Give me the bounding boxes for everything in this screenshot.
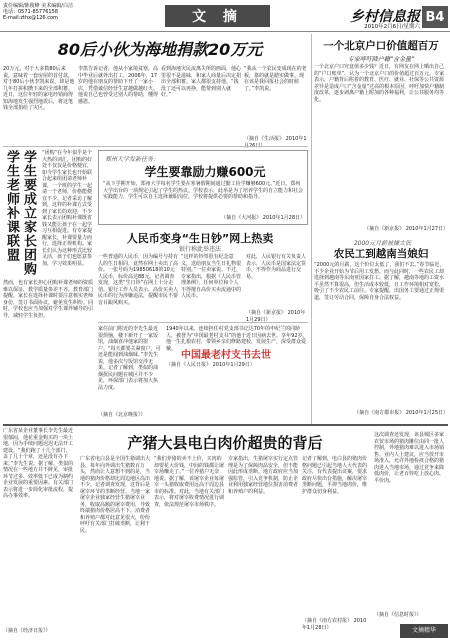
main-story-col2: 李凯告诉记者，他从小家境贫寒，高中毕业后就外出打工，2006年，17岁的他在朋友的帮助下开了一家小店，凭借诚信经营生意越做越红火。他说自己也曾受过别人的帮助，懂得感恩。 — [78, 66, 159, 105]
column-divider — [311, 34, 312, 424]
editor-info — [3, 3, 113, 21]
oldest-secretary-text: 1940年以来，连续担任村党支部书记达70年的申纪兰的同龄人，被誉为“中国最老村支书”的他于近日因病去世，享年92岁。他一生扎根农村，带领乡亲们修路建校，发展生产，深受群众爱戴。 — [166, 326, 308, 352]
left-column-text: “团购”在今年似乎是个大热的词汇，团购的好处不仅仅是价格便宜，如今学生家长也开始联合起来组团请老师补课，一个班的学生一起请一个老师，价格能便宜不少。记者采访了解到，这样的补课方式受到了家长的欢迎，不少家长表示团购补课既省钱又能让孩子在一起学习互相促进。有专家提醒家长，补课要量力而行，选择正规机构。家长们认为这种形式比较灵活，孩子们也愿意参加，学习效果明显。 — [42, 150, 93, 267]
bottom-right-source: （摘自《信息时报》） — [374, 612, 422, 618]
hukou-text: 一个北京户口究竟值多少钱？近日，有网友在网上晒出自己的“户口账单”，认为一个北京户口的价值超过百万元。专家表示，户籍背后附着的教育、医疗、就业、社保等公共资源差异是造成户口“含金量”过高的根本原因，呼吁加快户籍制度改革，逐步剥离户籍上附加的各种福利，让公共服务均等化。 — [314, 64, 445, 103]
bottom-left-source: （摘自《经济日报》） — [3, 628, 51, 634]
birthday-note-col2: “这样的钞票很有纪念意义，送给朋友当生日礼物很特别。”一位卖家说。不过，专家指出，根据《人民币管理条例》，任何单位和个人不得擅自高价买卖流通中的人民币。 — [181, 254, 242, 299]
zhengzhou-source: （摘自《大河报》 2010年1月28日） — [221, 215, 305, 221]
main-story-col3: 看到海地灾民流离失所的画面，他心里很不是滋味，和家人商量后决定捐出全部积蓄。家人都很支持他。“钱没了还可以再挣，能帮到别人就好。” — [161, 66, 242, 98]
main-story-col4: “我从一个农民变成现在的老板，靠的就是踏实做事。现在该是我回报社会的时候了。”李凯说。 — [244, 66, 307, 92]
vertical-headline-1: 学生要成立家长团购 — [21, 150, 36, 276]
phone-line: 电话：0571-85776158 — [3, 9, 58, 15]
page-number: B4 — [422, 6, 448, 28]
hukou-title: 一个北京户口价值超百万 — [323, 40, 439, 52]
pork-price-col1: 广东省电白县是全国生猪调出大县，每年向外调出生猪数百万头，然而让人意想不到的是，当地的猪肉价格却比周边地区高出不少。记者调查发现，这背后是屠宰环节的垄断经营。当地一家屠宰企业独家经营生猪屠宰业务，收取高额的屠宰费用，导致终端猪肉价格居高不下。消费者和养殖户都对此意见很大，纷纷呼吁有关部门打破垄断，让利于民。 — [80, 456, 151, 534]
section-category: 文 摘 — [165, 5, 270, 27]
zhengzhou-box — [98, 150, 308, 225]
migrant-kicker: 2000元月薪被嫌太低 — [353, 240, 412, 247]
section-tag: 文摘精华 — [400, 624, 448, 638]
divider — [98, 322, 308, 323]
main-story-col1: 20万元，对于大多数80后来说，意味着一套房屋的首付款，对于80后小伙李凯来说，却是他几年打拼积攒下来的全部积蓄。近日，这位年轻的家电经销商得知海地发生强烈地震后，将这笔钱全部捐给了灾区。 — [3, 66, 75, 111]
pork-price-title: 产猪大县电白肉价超贵的背后 — [127, 434, 323, 452]
pork-price-col4: 记者了解到，电白县的猪肉价格问题已引起当地人大代表的关注，有代表提出议案，要求政府尽快出台措施，解决屠宰垄断问题，平抑当地肉价，维护群众切身利益。 — [302, 456, 368, 495]
main-story-title: 80后小伙为海地捐款20万元 — [57, 40, 263, 59]
issue-date: 2010年2月6日/星期六 — [364, 24, 420, 30]
hukou-source: （摘自《新京报》 2010年1月27日） — [364, 226, 448, 232]
bottom-right-text: 这次调查还发现，该县城区多家农贸市场的猪肉摊位由同一批人控制，外地猪肉难以进入市场销售。业内人士建议，应当放开市场准入，允许外地检疫合格的猪肉进入当地市场，通过竞争来降低肉价，让老百姓吃上放心肉、平价肉。 — [374, 432, 445, 484]
migrant-text: “2000元的月薪，这个价位太低了，我们不去。”春节临近，不少企业开始为节后用工发愁。而与此同时，一些农民工却选择到越南等东南亚国家打工。据了解，越南等地的工资水平虽然不算很高，但生活成本较低，且工作环境相对宽松，吸引了不少农民工前往。专家提醒，出国务工要通过正规渠道，签订劳动合同，保障自身合法权益。 — [314, 262, 445, 301]
masthead: 乡村信息报 — [350, 9, 420, 25]
vertical-headline-2: 学生老师补课联盟 — [4, 150, 19, 262]
birthday-note-text: 一些普通的人民币，因为编号与持有人的生日相同，竟然在网上卖出了高价。一张号码为19850618的10元人民币，标价高达88元。记者调查发现，这类“生日钞”在网上十分走俏。银行工作人员表示，高价买卖人民币的行为涉嫌违法，提醒市民不要盲目跟风购买。 — [98, 254, 179, 306]
zhengzhou-kicker: 郑州大学发新任务： — [105, 156, 160, 163]
left-bottom-text: 然而，也有家长担心团购补课老师的资质难以保证，教学质量参差不齐。教育部门提醒，家长在选择补课时要注意核实老师身份，签订书面协议，避免发生纠纷。同时，学校也应当加强对学生课外辅导的引导，减轻学生负担。 — [3, 280, 94, 319]
section-divider — [3, 424, 448, 426]
oldest-secretary-title: 中国最老村支书去世 — [181, 350, 271, 361]
email-line: E-mail:zthx@126.com — [3, 15, 58, 21]
main-story-source: （摘自《生活报》 2010年1月26日） — [244, 136, 307, 149]
pollution-source: （摘自《北京晚报》） — [98, 412, 146, 418]
birthday-note-source: （摘自《新京报》 2010年1月29日） — [246, 310, 306, 323]
birthday-note-kicker: 银行称此举违法 — [178, 246, 221, 253]
bottom-left-text: 广东省某企业董事长李先生最近很郁闷，他花重金购买的一块土地，因为手续问题迟迟无法开工建设。“我们跑了十几个部门，盖了几十个章，还是没有办下来。”李先生说。据了解，类似的情况在一些地方并不鲜见，审批环节过多、效率低下已成为制约企业发展的重要因素。有关部门表示将进一步简化审批流程，提高办事效率。 — [3, 428, 74, 499]
migrant-title: 农民工到越南当娘妇 — [333, 248, 429, 260]
pork-price-col3: 专家指出，生猪屠宰实行定点管理是为了保障肉品安全，但不能因此形成垄断。地方政府应当加强监管，引入竞争机制，防止企业利用独家经营地位损害消费者和养殖户的利益。 — [228, 456, 299, 495]
editor-line: 责任编辑/陈俊峰 美术编辑/白洁 — [3, 3, 73, 9]
zhengzhou-title: 学生要靠励力赚600元 — [144, 165, 266, 179]
birthday-note-title: 人民币变身“生日钞”网上热卖 — [126, 232, 274, 245]
hukou-subtitle: 专家呼吁降户籍“含金量” — [347, 56, 415, 63]
divider — [3, 146, 308, 147]
migrant-source: （摘自《南方都市报》 2010年1月25日） — [354, 410, 448, 416]
oldest-secretary-source: （摘自《人民日报》 2010年1月29日） — [166, 362, 255, 368]
pork-price-source: （摘自《南方农村报》 2010年1月28日） — [302, 618, 367, 631]
page-header — [0, 0, 450, 32]
zhengzhou-text: “从下学期开始，郑州大学每名学生要在寒暑假期间通过勤工俭学赚够600元。”近日，郑州大学出台的一项规定引起了学生的热议。学校表示，此举是为了培养学生的自立能力和社会实践能力，学生可以自主选择兼职岗位，学校将提供必要的帮助和指导。 — [103, 181, 304, 200]
pork-price-col2: “我们养猪的卖不上价，买肉的却要花大价钱，中间的钱都让屠宰场赚走了。”一位养猪户无奈地说。据了解，该屠宰企业每屠宰一头猪收取费用远高于周边县市的标准。对此，当地有关部门表示，将对屠宰收费情况进行调查，依法规范屠宰市场秩序。 — [154, 456, 225, 508]
birthday-note-col3: 对此，人民银行有关负责人表示，人民币是国家法定货币，不得作为商品进行交易。 — [246, 254, 307, 280]
pollution-text: 家住前门附近的李先生最近很烦恼，楼下新开了一家饭馆，油烟直冲他家的窗户。“每天都要关紧窗户，可还是能闻到油烟味。”李先生说，他多次与饭馆交涉无果。记者了解到，类似的油烟扰民问题在城区并不少见，环保部门表示将加大执法力度。 — [98, 326, 161, 391]
